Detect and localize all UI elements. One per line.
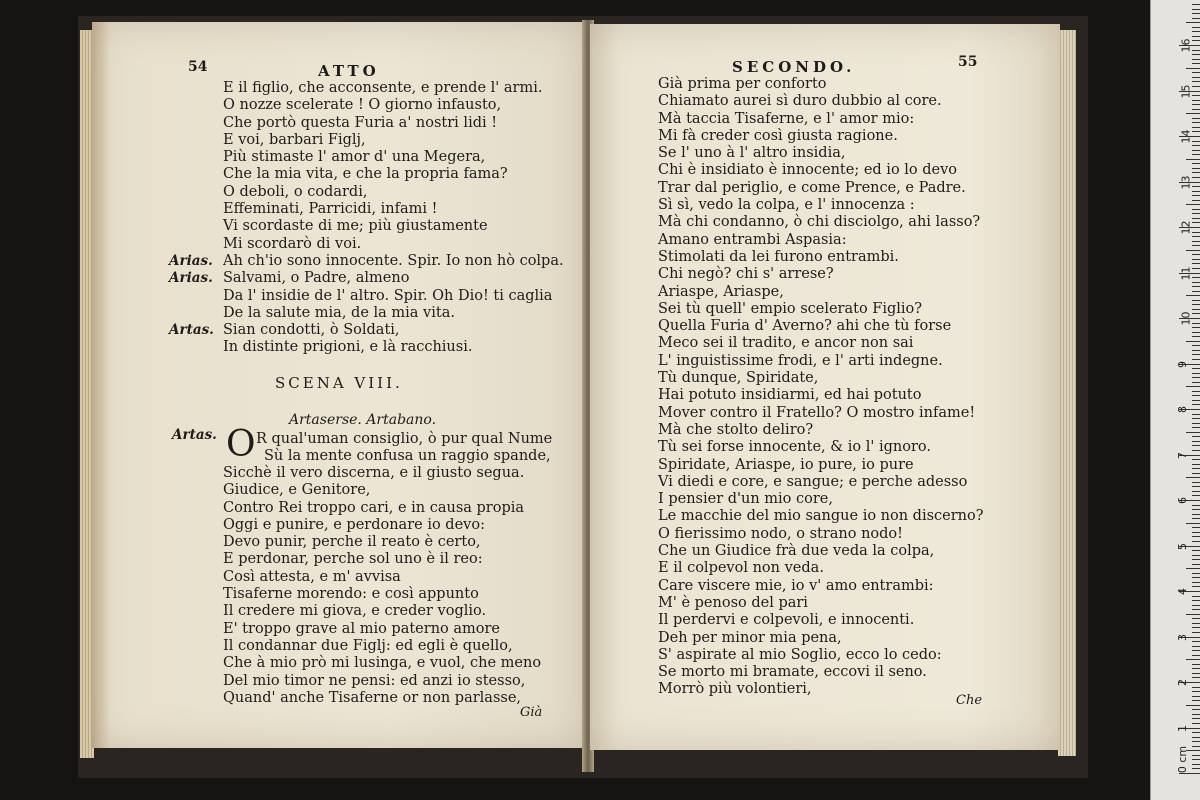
ruler-tick	[1192, 81, 1200, 82]
ruler-tick	[1192, 145, 1200, 146]
verse-line: Chi negò? chi s' arrese?	[658, 266, 834, 283]
ruler-tick	[1186, 523, 1200, 524]
ruler-tick	[1192, 95, 1200, 96]
verse-line: Care viscere mie, io v' amo entrambi:	[658, 577, 934, 594]
ruler-tick	[1192, 732, 1200, 733]
verse-line: Quella Furia d' Averno? ahi che tù forse	[658, 318, 952, 335]
ruler-tick	[1192, 277, 1200, 278]
verse-line: Il credere mi giova, e creder voglio.	[223, 603, 487, 620]
verse-block	[658, 76, 984, 699]
verse-line: Da l' insidie de l' altro. Spir. Oh Dio! ti caglia	[223, 287, 553, 304]
verse-line: Mi scordarò di voi.	[223, 235, 362, 252]
ruler-tick	[1192, 50, 1200, 51]
ruler-tick	[1192, 86, 1200, 87]
right-page-edges	[1058, 30, 1076, 756]
ruler-tick	[1192, 391, 1200, 392]
ruler-tick	[1192, 718, 1200, 719]
ruler-tick	[1192, 254, 1200, 255]
verse-line: Contro Rei troppo cari, e in causa propia	[223, 499, 525, 516]
ruler-tick	[1192, 118, 1200, 119]
verse-line: Ariaspe, Ariaspe,	[658, 283, 784, 300]
ruler-tick	[1192, 527, 1200, 528]
ruler-tick	[1192, 323, 1200, 324]
ruler-tick	[1192, 459, 1200, 460]
ruler-tick	[1192, 664, 1200, 665]
ruler-tick	[1192, 109, 1200, 110]
ruler-number: 3	[1176, 633, 1189, 641]
ruler-tick	[1192, 373, 1200, 374]
ruler-tick	[1192, 236, 1200, 237]
drop-cap: O	[226, 424, 256, 465]
verse-line: Chiamato aurei sì duro dubbio al core.	[658, 93, 942, 110]
verse-line: Devo punir, perche il reato è certo,	[223, 534, 481, 551]
dramatis-personae: Artaserse. Artabano.	[289, 412, 437, 428]
ruler-tick	[1192, 741, 1200, 742]
verse-line: Le macchie del mio sangue io non discerno?	[658, 508, 984, 525]
verse-line: Mover contro il Fratello? O mostro infame!	[658, 404, 976, 421]
ruler-tick	[1192, 573, 1200, 574]
ruler-tick	[1192, 18, 1200, 19]
ruler-tick	[1192, 655, 1200, 656]
ruler-tick	[1192, 468, 1200, 469]
ruler-tick	[1192, 382, 1200, 383]
speaker-label: Arias.	[169, 252, 213, 269]
ruler-tick	[1192, 350, 1200, 351]
speaker-label: Arias.	[169, 270, 213, 287]
ruler-tick	[1192, 4, 1200, 5]
running-header: SECONDO.	[732, 58, 856, 76]
ruler-tick	[1192, 359, 1200, 360]
ruler-tick	[1192, 696, 1200, 697]
ruler-tick	[1192, 127, 1200, 128]
ruler-tick	[1192, 104, 1200, 105]
ruler-tick	[1192, 131, 1200, 132]
ruler-tick	[1192, 241, 1200, 242]
ruler-tick	[1192, 191, 1200, 192]
ruler-tick	[1192, 414, 1200, 415]
verse-line: Tisaferne morendo: e così appunto	[223, 586, 479, 603]
ruler-tick	[1192, 746, 1200, 747]
ruler-tick	[1192, 464, 1200, 465]
ruler-tick	[1192, 218, 1200, 219]
ruler-tick	[1192, 336, 1200, 337]
verse-line: Deh per minor mia pena,	[658, 629, 842, 646]
verse-line: S' aspirate al mio Soglio, ecco lo cedo:	[658, 646, 942, 663]
verse-line: M' è penoso del pari	[658, 594, 808, 611]
verse-line: O nozze scelerate ! O giorno infausto,	[223, 97, 502, 114]
verse-line: Mà chi condanno, ò chi disciolgo, ahi lasso?	[658, 214, 981, 231]
verse-line: Meco sei il tradito, e ancor non sai	[658, 335, 914, 352]
verse-line: In distinte prigioni, e là racchiusi.	[223, 339, 473, 356]
ruler-tick	[1192, 755, 1200, 756]
ruler-tick	[1192, 687, 1200, 688]
verse-line: O fierissimo nodo, o strano nodo!	[658, 525, 903, 542]
ruler-tick	[1192, 486, 1200, 487]
ruler-tick	[1192, 195, 1200, 196]
ruler-tick	[1192, 441, 1200, 442]
left-page	[92, 22, 586, 748]
ruler-tick	[1192, 141, 1200, 142]
ruler-tick	[1186, 386, 1200, 387]
speaker-label: Artas.	[169, 322, 214, 339]
ruler-tick	[1192, 559, 1200, 560]
ruler-tick	[1192, 150, 1200, 151]
ruler-tick	[1192, 577, 1200, 578]
ruler-tick	[1192, 186, 1200, 187]
ruler-tick	[1192, 609, 1200, 610]
verse-line: Morrò più volontieri,	[658, 681, 812, 698]
ruler-tick	[1192, 40, 1200, 41]
ruler-tick	[1192, 495, 1200, 496]
verse-line: Giudice, e Genitore,	[223, 482, 371, 499]
ruler-tick	[1192, 650, 1200, 651]
ruler-tick	[1186, 204, 1200, 205]
ruler-tick	[1186, 295, 1200, 296]
ruler-number: 15	[1179, 84, 1193, 98]
ruler-number: 10	[1179, 311, 1193, 326]
ruler-tick	[1192, 282, 1200, 283]
ruler-tick	[1192, 259, 1200, 260]
ruler-tick	[1192, 395, 1200, 396]
verse-line: Se morto mi bramate, eccovi il seno.	[658, 664, 927, 681]
page-number: 54	[188, 59, 208, 75]
ruler-tick	[1186, 113, 1200, 114]
ruler-tick	[1192, 327, 1200, 328]
ruler-tick	[1192, 673, 1200, 674]
ruler-tick	[1192, 304, 1200, 305]
ruler-tick	[1192, 473, 1200, 474]
ruler-tick	[1186, 250, 1200, 251]
ruler-tick	[1192, 709, 1200, 710]
verse-line: Arias. Salvami, o Padre, almeno	[169, 270, 410, 287]
ruler-tick	[1192, 154, 1200, 155]
ruler-tick	[1192, 764, 1200, 765]
verse-line: Oggi e punire, e perdonare io devo:	[223, 516, 485, 533]
catchword: Già	[520, 705, 543, 720]
ruler-tick	[1192, 445, 1200, 446]
ruler-tick	[1192, 518, 1200, 519]
ruler-tick	[1192, 555, 1200, 556]
ruler-tick	[1192, 505, 1200, 506]
ruler-tick	[1192, 491, 1200, 492]
ruler-tick	[1192, 232, 1200, 233]
verse-line: Amano entrambi Aspasia:	[658, 231, 847, 248]
ruler-tick	[1192, 368, 1200, 369]
ruler-tick	[1192, 600, 1200, 601]
verse-line: Mi fà creder così giusta ragione.	[658, 127, 898, 144]
verse-line: Mà taccia Tisaferne, e l' amor mio:	[658, 110, 915, 127]
verse-line: Mà che stolto deliro?	[658, 421, 814, 438]
ruler-number: 14	[1179, 129, 1193, 144]
ruler-tick	[1186, 68, 1200, 69]
ruler-tick	[1186, 614, 1200, 615]
ruler-tick	[1192, 163, 1200, 164]
ruler-number: 1	[1176, 724, 1189, 732]
ruler-tick	[1192, 623, 1200, 624]
verse-line: Vi scordaste di me; più giustamente	[223, 218, 488, 235]
ruler-tick	[1192, 245, 1200, 246]
ruler-tick	[1192, 222, 1200, 223]
verse-line: Vi diedi e core, e sangue; e perche adesso	[658, 473, 968, 490]
ruler-tick	[1192, 77, 1200, 78]
ruler-tick	[1192, 536, 1200, 537]
verse-line: Che à mio prò mi lusinga, e vuol, che meno	[223, 655, 542, 672]
ruler-tick	[1192, 286, 1200, 287]
ruler-tick	[1192, 27, 1200, 28]
ruler-tick	[1192, 646, 1200, 647]
verse-line: Che un Giudice frà due veda la colpa,	[658, 543, 935, 560]
ruler-tick	[1192, 768, 1200, 769]
ruler-tick	[1192, 313, 1200, 314]
verse-line: E il figlio, che acconsente, e prende l' armi.	[223, 80, 543, 96]
verse-line: E' troppo grave al mio paterno amore	[223, 620, 501, 637]
ruler-tick	[1192, 509, 1200, 510]
ruler-tick	[1192, 714, 1200, 715]
verse-line: Chi è insidiato è innocente; ed io lo devo	[658, 162, 958, 179]
ruler-tick	[1192, 759, 1200, 760]
ruler-tick	[1192, 691, 1200, 692]
ruler-tick	[1192, 59, 1200, 60]
ruler-tick	[1192, 36, 1200, 37]
ruler-tick	[1192, 300, 1200, 301]
verse-line: Che la mia vita, e che la propria fama?	[223, 166, 508, 183]
ruler-tick	[1186, 341, 1200, 342]
ruler-tick	[1192, 418, 1200, 419]
ruler-tick	[1192, 200, 1200, 201]
ruler-tick	[1192, 423, 1200, 424]
ruler-tick	[1186, 659, 1200, 660]
ruler-tick	[1186, 22, 1200, 23]
ruler-tick	[1192, 532, 1200, 533]
ruler-tick	[1192, 564, 1200, 565]
verse-line: E il colpevol non veda.	[658, 560, 824, 577]
ruler-number: 13	[1179, 175, 1193, 189]
ruler-tick	[1192, 482, 1200, 483]
ruler-tick	[1192, 209, 1200, 210]
ruler-tick	[1186, 568, 1200, 569]
verse-line: Sì sì, vedo la colpa, e l' innocenza :	[658, 197, 915, 214]
ruler-tick	[1192, 436, 1200, 437]
ruler-tick	[1192, 404, 1200, 405]
verse-line: O deboli, o codardi,	[223, 183, 368, 200]
verse-block	[169, 80, 564, 357]
speaker-label: Artas.	[172, 427, 217, 443]
running-header: ATTO	[318, 62, 380, 80]
ruler-number: 11	[1179, 266, 1193, 280]
ruler-tick	[1186, 432, 1200, 433]
ruler-tick	[1192, 618, 1200, 619]
ruler-number: 8	[1176, 406, 1189, 413]
right-page	[590, 24, 1060, 750]
ruler-tick	[1192, 9, 1200, 10]
verse-block	[223, 465, 541, 707]
ruler-tick	[1192, 677, 1200, 678]
verse-line: Sicchè il vero discerna, e il giusto segua.	[223, 465, 525, 481]
verse-line: Trar dal periglio, e come Prence, e Padre.	[658, 179, 966, 196]
ruler-tick	[1192, 213, 1200, 214]
verse-line: Spiridate, Ariaspe, io pure, io pure	[658, 456, 914, 473]
ruler-tick	[1192, 627, 1200, 628]
ruler-tick	[1192, 596, 1200, 597]
ruler-tick	[1192, 582, 1200, 583]
ruler-number: 16	[1179, 38, 1193, 53]
ruler-tick	[1192, 291, 1200, 292]
verse-line: Sei tù quell' empio scelerato Figlio?	[658, 300, 923, 317]
ruler-tick	[1186, 477, 1200, 478]
ruler-tick	[1192, 168, 1200, 169]
verse-line: Che portò questa Furia a' nostri lidi !	[223, 114, 498, 131]
verse-line: Più stimaste l' amor d' una Megera,	[223, 149, 486, 166]
verse-line: Così attesta, e m' avvisa	[223, 568, 401, 585]
verse-line: Stimolati da lei furono entrambi.	[658, 248, 899, 265]
ruler-number: 6	[1176, 497, 1189, 504]
ruler-tick	[1192, 263, 1200, 264]
ruler-tick	[1192, 31, 1200, 32]
verse-line: I pensier d'un mio core,	[658, 491, 833, 508]
page-number: 55	[958, 54, 978, 70]
ruler-tick	[1179, 773, 1200, 774]
ruler-tick	[1192, 400, 1200, 401]
verse-line: Già prima per conforto	[658, 76, 827, 92]
ruler-number: 2	[1176, 679, 1189, 686]
ruler-number: 12	[1179, 220, 1193, 235]
ruler-tick	[1192, 541, 1200, 542]
verse-line: Arias. Ah ch'io sono innocente. Spir. Io non hò colpa.	[169, 252, 564, 269]
ruler-tick	[1192, 354, 1200, 355]
ruler-tick	[1192, 172, 1200, 173]
verse-line: Hai potuto insidiarmi, ed hai potuto	[658, 387, 922, 404]
verse-line: E perdonar, perche sol uno è il reo:	[223, 551, 483, 568]
verse-line: Tù dunque, Spiridate,	[658, 370, 819, 387]
ruler-tick	[1192, 100, 1200, 101]
ruler-tick	[1192, 122, 1200, 123]
verse-line: Il perdervi e colpevoli, e innocenti.	[658, 612, 915, 629]
catchword: Che	[956, 693, 983, 708]
verse-line: De la salute mia, de la mia vita.	[223, 304, 455, 321]
ruler-tick	[1192, 13, 1200, 14]
ruler-tick	[1192, 332, 1200, 333]
verse-line: L' inguistissime frodi, e l' arti indegne.	[658, 352, 943, 369]
ruler-tick	[1192, 550, 1200, 551]
ruler-tick	[1186, 159, 1200, 160]
ruler-tick	[1192, 641, 1200, 642]
ruler-number: 0 cm	[1176, 745, 1190, 774]
ruler-tick	[1192, 268, 1200, 269]
verse-line: Artas. Sian condotti, ò Soldati,	[169, 322, 400, 339]
ruler-tick	[1192, 723, 1200, 724]
verse-line: Il condannar due Figlj: ed egli è quello,	[223, 637, 513, 654]
verse-line: Tù sei forse innocente, & io l' ignoro.	[658, 439, 931, 456]
measuring-ruler	[1150, 0, 1200, 800]
ruler-tick	[1186, 705, 1200, 706]
ruler-tick	[1192, 700, 1200, 701]
ruler-number: 7	[1176, 451, 1189, 459]
ruler-tick	[1192, 63, 1200, 64]
ruler-tick	[1192, 586, 1200, 587]
ruler-tick	[1192, 450, 1200, 451]
ruler-tick	[1192, 54, 1200, 55]
ruler-tick	[1192, 309, 1200, 310]
ruler-tick	[1192, 632, 1200, 633]
ruler-tick	[1192, 177, 1200, 178]
ruler-tick	[1192, 514, 1200, 515]
ruler-tick	[1192, 737, 1200, 738]
verse-line: Quand' anche Tisaferne or non parlasse,	[223, 689, 522, 706]
ruler-tick	[1192, 72, 1200, 73]
ruler-tick	[1192, 427, 1200, 428]
verse-line: R qual'uman consiglio, ò pur qual Nume	[256, 431, 553, 447]
verse-line: Sù la mente confusa un raggio spande,	[264, 448, 551, 464]
ruler-tick	[1192, 345, 1200, 346]
ruler-tick	[1192, 668, 1200, 669]
ruler-number: 4	[1176, 588, 1189, 595]
ruler-tick	[1192, 605, 1200, 606]
verse-line: Del mio timor ne pensi: ed anzi io stesso,	[223, 672, 526, 689]
verse-line: Effeminati, Parricidi, infami !	[223, 201, 438, 218]
ruler-number: 9	[1176, 360, 1189, 368]
ruler-tick	[1192, 377, 1200, 378]
ruler-number: 5	[1176, 542, 1189, 550]
verse-line: Se l' uno à l' altro insidia,	[658, 145, 846, 162]
scene-title: SCENA VIII.	[275, 374, 403, 392]
verse-line: E voi, barbari Figlj,	[223, 131, 366, 148]
